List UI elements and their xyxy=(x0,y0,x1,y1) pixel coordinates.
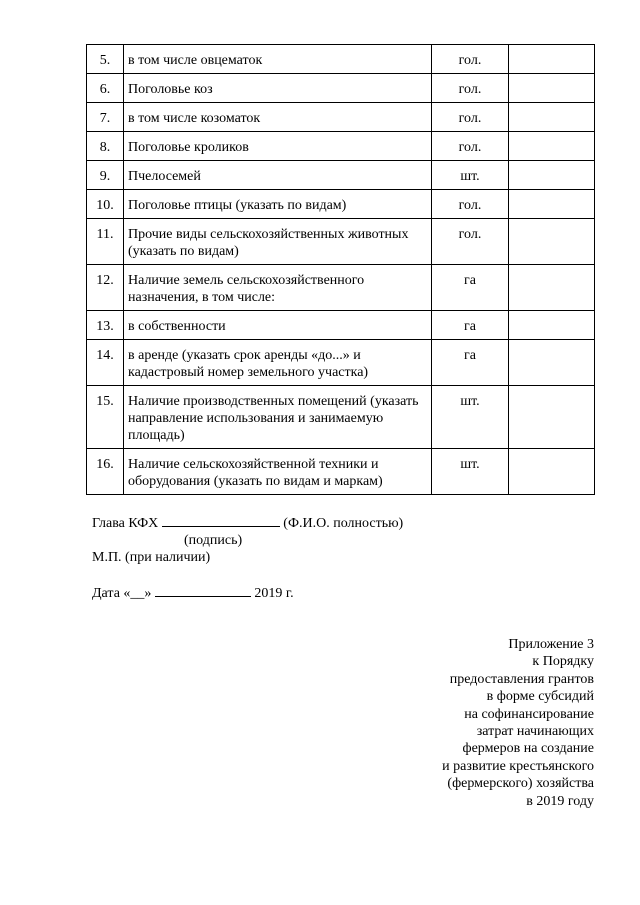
table-row xyxy=(87,340,595,386)
date-prefix: Дата «__» xyxy=(92,586,152,601)
row-unit: гол. xyxy=(432,132,509,161)
row-unit: шт. xyxy=(432,386,509,449)
row-name: в том числе козоматок xyxy=(124,103,432,132)
row-number: 7. xyxy=(87,103,124,132)
head-label: Глава КФХ xyxy=(92,516,159,531)
livestock-land-table xyxy=(86,44,595,495)
row-name: Поголовье кроликов xyxy=(124,132,432,161)
table-row xyxy=(87,190,595,219)
row-value[interactable] xyxy=(509,74,595,103)
row-name: в том числе овцематок xyxy=(124,45,432,74)
row-unit: гол. xyxy=(432,45,509,74)
appendix-line: (фермерского) хозяйства xyxy=(447,776,594,792)
row-name: Наличие сельскохозяйственной техники и оборудования (указать по видам и маркам) xyxy=(124,449,432,495)
row-unit: гол. xyxy=(432,219,509,265)
table-row xyxy=(87,449,595,495)
row-unit: га xyxy=(432,265,509,311)
row-unit: шт. xyxy=(432,161,509,190)
appendix-line: на софинансирование xyxy=(464,706,594,722)
row-value[interactable] xyxy=(509,132,595,161)
table-row xyxy=(87,219,595,265)
table-row xyxy=(87,74,595,103)
appendix-line: Приложение 3 xyxy=(508,637,594,652)
row-name: Поголовье птицы (указать по видам) xyxy=(124,190,432,219)
row-number: 8. xyxy=(87,132,124,161)
row-value[interactable] xyxy=(509,161,595,190)
row-number: 15. xyxy=(87,386,124,449)
table-row xyxy=(87,311,595,340)
table-row xyxy=(87,265,595,311)
row-number: 13. xyxy=(87,311,124,340)
row-number: 10. xyxy=(87,190,124,219)
signature-blank xyxy=(162,514,280,527)
appendix-line: затрат начинающих xyxy=(476,724,594,740)
stamp-label: М.П. (при наличии) xyxy=(92,550,211,565)
row-unit: га xyxy=(432,340,509,386)
appendix-line: и развитие крестьянского xyxy=(442,758,594,774)
row-name: Наличие земель сельскохозяйственного назначения, в том числе: xyxy=(124,265,432,311)
row-value[interactable] xyxy=(509,219,595,265)
table-body xyxy=(87,45,595,495)
fio-label: (Ф.И.О. полностью) xyxy=(283,516,404,531)
row-name: Наличие производственных помещений (указать направление использования и занимаемую площадь) xyxy=(124,386,432,449)
appendix-note xyxy=(442,636,594,810)
row-value[interactable] xyxy=(509,386,595,449)
table-row xyxy=(87,386,595,449)
head-signature-line xyxy=(92,514,403,532)
appendix-line: предоставления грантов xyxy=(449,671,594,687)
date-year: 2019 г. xyxy=(254,586,294,601)
row-value[interactable] xyxy=(509,449,595,495)
row-value[interactable] xyxy=(509,103,595,132)
row-name: Пчелосемей xyxy=(124,161,432,190)
row-value[interactable] xyxy=(509,190,595,219)
table-row xyxy=(87,45,595,74)
row-number: 5. xyxy=(87,45,124,74)
appendix-line: к Порядку xyxy=(532,654,594,670)
row-number: 16. xyxy=(87,449,124,495)
table-row xyxy=(87,103,595,132)
sign-caption: (подпись) xyxy=(184,533,243,548)
row-unit: шт. xyxy=(432,449,509,495)
row-value[interactable] xyxy=(509,45,595,74)
row-number: 12. xyxy=(87,265,124,311)
row-unit: га xyxy=(432,311,509,340)
row-number: 11. xyxy=(87,219,124,265)
appendix-line: в 2019 году xyxy=(526,793,594,809)
row-number: 9. xyxy=(87,161,124,190)
row-name: в собственности xyxy=(124,311,432,340)
row-name: Поголовье коз xyxy=(124,74,432,103)
table-row xyxy=(87,132,595,161)
row-unit: гол. xyxy=(432,103,509,132)
date-blank xyxy=(155,584,251,597)
date-line xyxy=(92,584,294,602)
row-number: 14. xyxy=(87,340,124,386)
row-unit: гол. xyxy=(432,190,509,219)
table-row xyxy=(87,161,595,190)
appendix-line: в форме субсидий xyxy=(486,689,594,705)
row-value[interactable] xyxy=(509,311,595,340)
row-unit: гол. xyxy=(432,74,509,103)
row-value[interactable] xyxy=(509,340,595,386)
row-name: в аренде (указать срок аренды «до...» и кадастровый номер земельного участка) xyxy=(124,340,432,386)
row-value[interactable] xyxy=(509,265,595,311)
appendix-line: фермеров на создание xyxy=(462,741,594,757)
row-name: Прочие виды сельскохозяйственных животных (указать по видам) xyxy=(124,219,432,265)
row-number: 6. xyxy=(87,74,124,103)
